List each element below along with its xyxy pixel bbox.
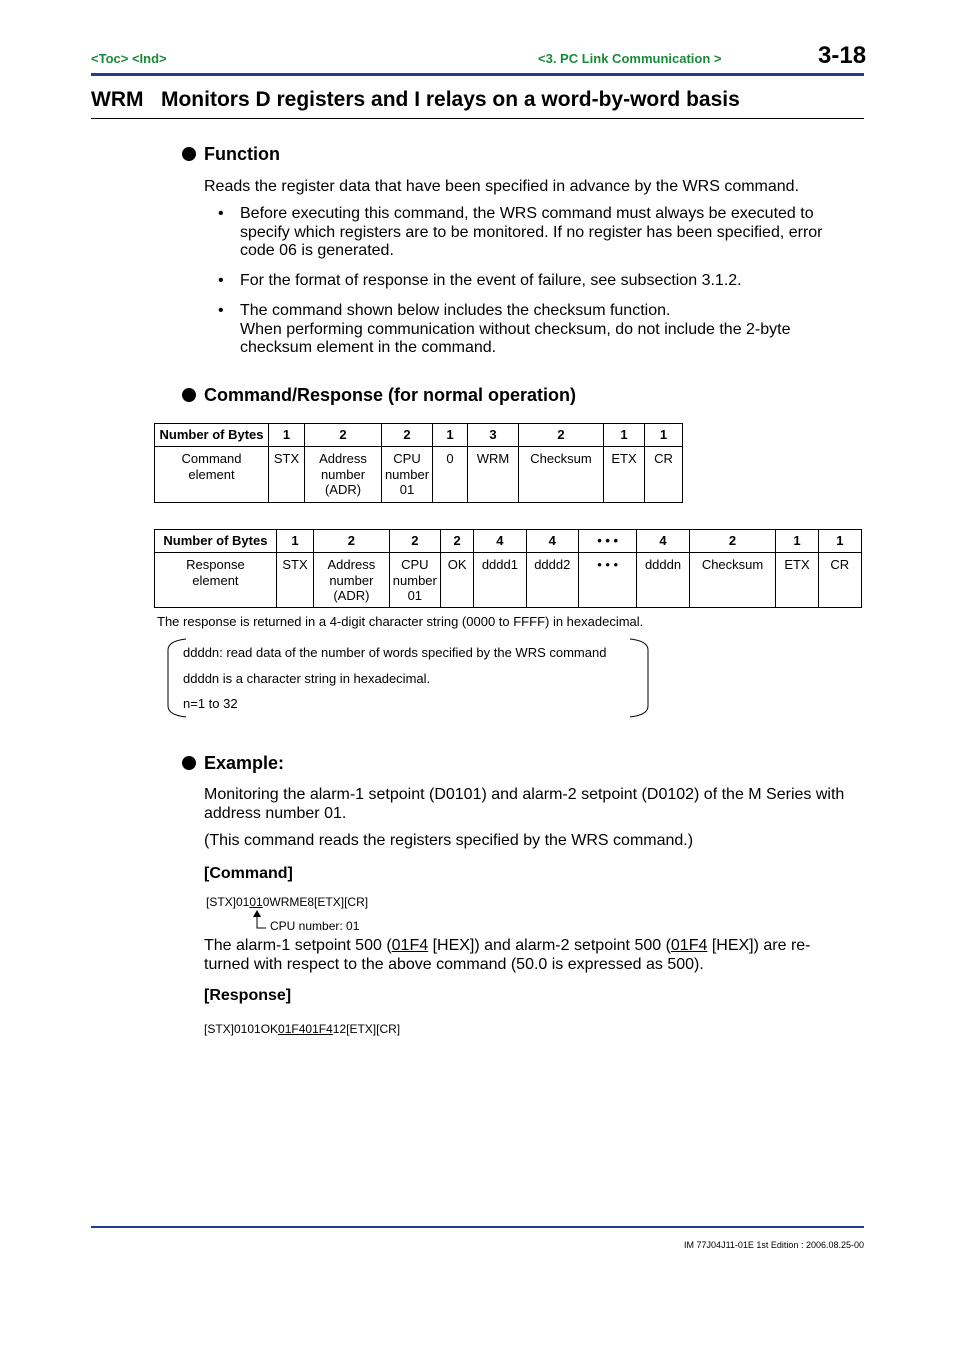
function-bullet: • Before executing this command, the WRS command must always be executed to specify which registers are to be monitored. If no register has been specified, error code 06 is generated. [218,205,823,259]
table-cell: ETX [604,447,645,503]
table-cell: • • • [578,553,636,608]
table-cell: CR [645,447,683,503]
chapter-link[interactable]: <3. PC Link Communication > [538,51,722,66]
table-cell: 1 [269,424,305,447]
table-cell: Checksum [519,447,604,503]
table-cell: STX [276,553,313,608]
page-title: WRM Monitors D registers and I relays on a word-by-word basis [91,88,740,111]
table-cell: Address number (ADR) [305,447,382,503]
table-cell: 2 [382,424,433,447]
bullet-dot-icon [182,388,196,402]
example-result: The alarm-1 setpoint 500 (01F4 [HEX]) and alarm-2 setpoint 500 (01F4 [HEX]) are re- turned with respect to the above command (50.0 is expressed as 500). [204,937,811,973]
example-response: [STX]0101OK01F401F412[ETX][CR] [204,1022,401,1036]
ind-link[interactable]: <Ind> [131,51,167,66]
command-element-row [155,447,683,503]
function-bullet: • For the format of response in the event of failure, see subsection 3.1.2. [218,272,742,289]
response-subheading: [Response] [204,987,292,1004]
table-cell: STX [269,447,305,503]
table-row-label: Response element [155,553,277,608]
function-heading: Function [182,144,280,165]
table-cell: 2 [441,530,474,553]
example-note: (This command reads the registers specified by the WRS command.) [204,832,694,849]
table-cell: CPU number 01 [382,447,433,503]
command-response-heading: Command/Response (for normal operation) [182,385,576,406]
toc-link[interactable]: <Toc> [91,51,129,66]
table-cell: 1 [433,424,468,447]
table-cell: • • • [578,530,636,553]
table-cell: 2 [314,530,390,553]
bullet-dot-icon [182,756,196,770]
table-header-cell: Number of Bytes [155,424,269,447]
brace-note: n=1 to 32 [183,696,238,711]
table-cell: 1 [818,530,861,553]
table-cell: 4 [526,530,578,553]
table-cell: 3 [468,424,519,447]
table-cell: 2 [519,424,604,447]
table-cell: Address number (ADR) [314,553,390,608]
footer-text: IM 77J04J11-01E 1st Edition : 2006.08.25-00 [684,1240,864,1250]
example-heading: Example: [182,753,284,774]
table-cell: 0 [433,447,468,503]
example-description: Monitoring the alarm-1 setpoint (D0101) and alarm-2 setpoint (D0102) of the M Series with address number 01. [204,786,845,822]
table-cell: 2 [389,530,440,553]
command-table [154,423,683,503]
table-cell: 1 [276,530,313,553]
table-cell: 4 [474,530,526,553]
table-cell: CPU number 01 [389,553,440,608]
table-cell: ETX [776,553,818,608]
table-header-cell: Number of Bytes [155,530,277,553]
response-element-row [155,553,862,608]
footer-rule [91,1226,864,1228]
response-table [154,529,862,608]
table-cell: Checksum [689,553,776,608]
table-cell: 4 [637,530,689,553]
table-cell: dddd2 [526,553,578,608]
table-cell: 2 [305,424,382,447]
cpu-note: CPU number: 01 [270,919,360,933]
arrow-up-icon [252,909,268,931]
response-note: The response is returned in a 4-digit character string (0000 to FFFF) in hexadecimal. [157,614,644,629]
table-cell: WRM [468,447,519,503]
page-number: 3-18 [818,42,867,69]
table-cell: CR [818,553,861,608]
brace-note: ddddn: read data of the number of words specified by the WRS command [183,645,607,660]
command-subheading: [Command] [204,865,293,882]
table-cell: 1 [645,424,683,447]
brace-note: ddddn is a character string in hexadecimal. [183,671,431,686]
response-bytes-row [155,530,862,553]
table-cell: OK [441,553,474,608]
table-cell: ddddn [637,553,689,608]
cpu-number-underlined: 01 [249,895,263,909]
table-cell: 1 [776,530,818,553]
title-rule [91,118,864,119]
table-cell: 1 [604,424,645,447]
command-bytes-row [155,424,683,447]
header-rule [91,73,864,76]
header-nav [91,51,167,66]
bullet-dot-icon [182,147,196,161]
function-bullet: • The command shown below includes the checksum function. When performing communication without checksum, do not include the 2-byte checksum element in the command. [218,302,791,356]
table-cell: dddd1 [474,553,526,608]
example-command: [STX]01010WRME8[ETX][CR] [206,895,369,909]
table-row-label: Command element [155,447,269,503]
function-intro: Reads the register data that have been specified in advance by the WRS command. [204,178,800,195]
table-cell: 2 [689,530,776,553]
